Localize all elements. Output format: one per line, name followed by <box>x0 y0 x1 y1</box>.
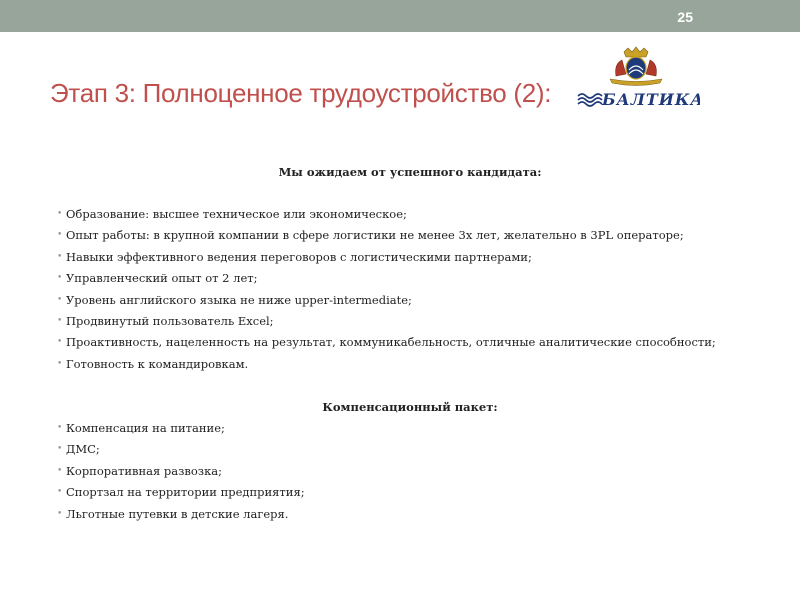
list-item <box>57 439 305 460</box>
list-item-text: Уровень английского языка не ниже upper-intermediate; <box>66 292 412 307</box>
list-item <box>57 418 305 439</box>
list-item <box>57 482 305 503</box>
bullet-icon: • <box>57 251 63 262</box>
list-item <box>57 311 716 332</box>
list-item-text: Управленческий опыт от 2 лет; <box>66 271 258 286</box>
list-item-text: Корпоративная развозка; <box>66 463 223 478</box>
compensation-heading: Компенсационный пакет: <box>322 400 498 414</box>
list-item <box>57 225 716 246</box>
bullet-icon: • <box>57 444 63 455</box>
bullet-icon: • <box>57 487 63 498</box>
top-bar <box>0 0 800 32</box>
list-item <box>57 332 716 353</box>
list-item-text: Навыки эффективного ведения переговоров с логистическими партнерами; <box>66 249 532 264</box>
list-item <box>57 290 716 311</box>
list-item-text: Компенсация на питание; <box>66 421 225 435</box>
list-item-text: Продвинутый пользователь Excel; <box>66 313 274 328</box>
bullet-icon: • <box>57 294 63 305</box>
list-item <box>57 504 305 525</box>
list-item-text: Проактивность, нацеленность на результат, коммуникабельность, отличные аналитические способности; <box>66 335 716 350</box>
list-item <box>57 354 716 375</box>
list-item-text: Готовность к командировкам. <box>66 356 249 371</box>
list-item-text: Льготные путевки в детские лагеря. <box>66 506 289 521</box>
bullet-icon: • <box>57 423 63 433</box>
list-item-text: Спортзал на территории предприятия; <box>66 485 305 500</box>
baltika-crest-logo-icon <box>576 46 700 108</box>
list-item <box>57 247 716 268</box>
bullet-icon: • <box>57 358 63 369</box>
list-item <box>57 461 305 482</box>
bullet-icon: • <box>57 508 63 519</box>
bullet-icon: • <box>57 465 63 476</box>
slide-number: 25 <box>677 9 693 25</box>
list-item-text: ДМС; <box>66 442 100 457</box>
expectations-list <box>57 204 716 375</box>
logo-text: БАЛТИКА <box>602 90 700 108</box>
expectations-heading: Мы ожидаем от успешного кандидата: <box>278 165 542 179</box>
bullet-icon: • <box>57 337 63 348</box>
bullet-icon: • <box>57 209 63 219</box>
baltika-logo <box>576 46 700 108</box>
list-item <box>57 204 716 225</box>
bullet-icon: • <box>57 273 63 284</box>
compensation-list <box>57 418 305 525</box>
list-item <box>57 268 716 289</box>
slide-title: Этап 3: Полноценное трудоустройство (2): <box>50 78 552 108</box>
list-item-text: Образование: высшее техническое или экономическое; <box>66 207 407 221</box>
bullet-icon: • <box>57 230 63 241</box>
list-item-text: Опыт работы: в крупной компании в сфере логистики не менее 3х лет, желательно в 3PL операторе; <box>66 228 684 243</box>
bullet-icon: • <box>57 315 63 326</box>
